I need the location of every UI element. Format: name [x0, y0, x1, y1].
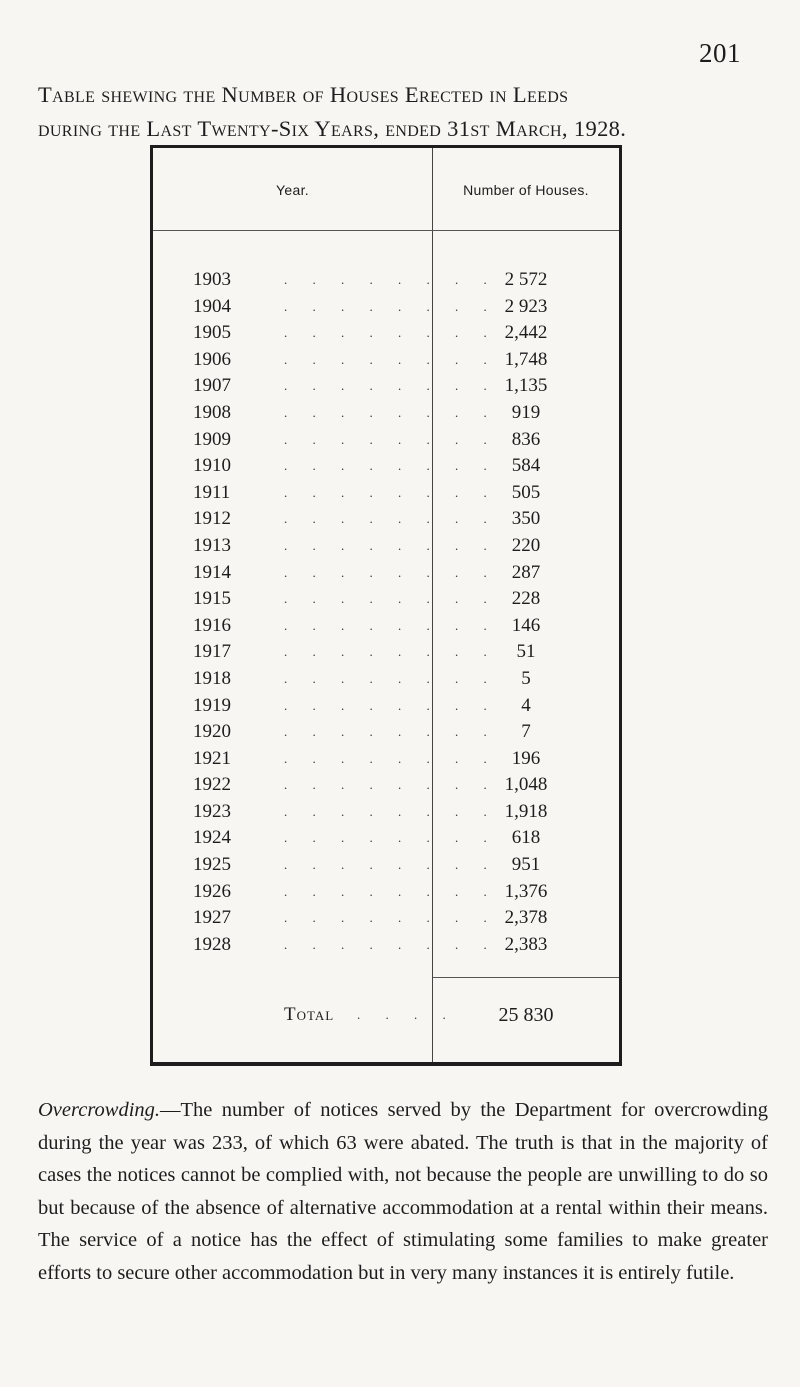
cell-number-of-houses: 5 — [521, 667, 531, 689]
cell-number-of-houses: 1,918 — [504, 800, 548, 822]
header-year: Year. — [276, 182, 309, 198]
cell-year: 1921 — [193, 747, 231, 769]
cell-number-of-houses: 51 — [516, 641, 536, 663]
leader-dots: . . . . . . . . — [284, 724, 489, 740]
leader-dots: . . . . — [357, 1007, 448, 1022]
leader-dots: . . . . . . . . — [284, 298, 489, 314]
cell-year: 1903 — [193, 269, 231, 290]
cell-number-of-houses: 505 — [511, 481, 541, 503]
table-title-line-2: during the Last Twenty-Six Years, ended 31st March, 1928. — [38, 116, 627, 141]
cell-year: 1907 — [193, 375, 231, 397]
leader-dots: . . . . . . . . — [284, 537, 489, 553]
table-row — [153, 746, 619, 773]
cell-year: 1910 — [193, 455, 231, 477]
cell-number-of-houses: 836 — [511, 428, 541, 450]
leader-dots: . . . . . . . . — [284, 617, 489, 633]
cell-year: 1915 — [193, 588, 231, 610]
cell-year: 1911 — [193, 481, 231, 503]
leader-dots: . . . . . . . . — [284, 750, 489, 766]
cell-year: 1913 — [193, 534, 231, 556]
page-number: 201 — [699, 38, 741, 68]
paragraph-lead: Overcrowding. — [38, 1099, 161, 1121]
table-row — [153, 693, 619, 720]
table-row — [153, 453, 619, 480]
table-row — [153, 932, 619, 959]
leader-dots: . . . . . . . . — [284, 351, 489, 367]
table-row — [153, 267, 619, 294]
leader-dots: . . . . . . . . — [284, 936, 489, 952]
overcrowding-paragraph — [38, 1094, 768, 1289]
table-row — [153, 879, 619, 906]
table-row — [153, 320, 619, 347]
leader-dots: . . . . . . . . — [284, 697, 489, 713]
leader-dots: . . . . . . . . — [284, 857, 489, 873]
cell-year: 1908 — [193, 401, 231, 423]
cell-year: 1914 — [193, 561, 231, 583]
table-row — [153, 905, 619, 932]
cell-number-of-houses: 350 — [511, 508, 541, 530]
leader-dots: . . . . . . . . — [284, 910, 489, 926]
cell-year: 1924 — [193, 827, 231, 849]
cell-number-of-houses: 228 — [511, 588, 541, 610]
cell-year: 1923 — [193, 800, 231, 822]
table-row — [153, 560, 619, 587]
cell-year: 1926 — [193, 880, 231, 902]
cell-number-of-houses: 951 — [511, 854, 541, 876]
cell-number-of-houses: 146 — [511, 614, 541, 636]
table-row — [153, 639, 619, 666]
leader-dots: . . . . . . . . — [284, 431, 489, 447]
total-row — [153, 1000, 619, 1030]
cell-number-of-houses: 4 — [521, 694, 531, 716]
leader-dots: . . . . . . . . — [284, 830, 489, 846]
cell-number-of-houses: 196 — [511, 747, 541, 769]
cell-number-of-houses: 2,442 — [504, 322, 548, 344]
table-row — [153, 373, 619, 400]
cell-year: 1919 — [193, 694, 231, 716]
cell-year: 1905 — [193, 322, 231, 344]
cell-number-of-houses: 1,376 — [504, 880, 548, 902]
table-row — [153, 772, 619, 799]
cell-number-of-houses: 2 923 — [504, 295, 548, 317]
table-row — [153, 347, 619, 374]
leader-dots: . . . . . . . . — [284, 591, 489, 607]
table-row — [153, 400, 619, 427]
leader-dots: . . . . . . . . — [284, 803, 489, 819]
table-row — [153, 799, 619, 826]
cell-number-of-houses: 287 — [511, 561, 541, 583]
cell-number-of-houses: 2,383 — [504, 933, 548, 955]
total-value: 25 830 — [498, 1004, 554, 1026]
cell-number-of-houses: 2 572 — [504, 269, 548, 290]
leader-dots: . . . . . . . . — [284, 325, 489, 341]
cell-number-of-houses: 618 — [511, 827, 541, 849]
leader-dots: . . . . . . . . — [284, 458, 489, 474]
table-row — [153, 825, 619, 852]
cell-year: 1918 — [193, 667, 231, 689]
table-body — [153, 267, 619, 958]
header-number-of-houses: Number of Houses. — [463, 182, 589, 198]
leader-dots: . . . . . . . . — [284, 378, 489, 394]
leader-dots: . . . . . . . . — [284, 484, 489, 500]
table-title-line-1: Table shewing the Number of Houses Erected in Leeds — [38, 82, 569, 107]
table-row — [153, 427, 619, 454]
cell-number-of-houses: 1,135 — [504, 375, 548, 397]
leader-dots: . . . . . . . . — [284, 404, 489, 420]
cell-year: 1906 — [193, 348, 231, 370]
paragraph-body: —The number of notices served by the Department for overcrowding during the year was 233, of which 63 were abated. The truth is that in the majority of cases the notices cannot be complied with, not because the people are unwilling to do so but because of the absence of alternative accommodation at a rental within their means. The service of a notice has the effect of stimulating some families to make greater efforts to secure other accommodation but in very many instances it is entirely futile. — [38, 1099, 768, 1284]
table-row — [153, 533, 619, 560]
leader-dots: . . . . . . . . — [284, 670, 489, 686]
leader-dots: . . . . . . . . — [284, 511, 489, 527]
cell-number-of-houses: 2,378 — [504, 907, 548, 929]
houses-erected-table — [150, 145, 622, 1066]
table-row — [153, 613, 619, 640]
header-rule — [153, 230, 619, 231]
cell-year: 1912 — [193, 508, 231, 530]
table-row — [153, 506, 619, 533]
cell-number-of-houses: 1,748 — [504, 348, 548, 370]
table-row — [153, 852, 619, 879]
cell-number-of-houses: 7 — [521, 721, 531, 743]
leader-dots: . . . . . . . . — [284, 883, 489, 899]
table-row — [153, 586, 619, 613]
total-rule — [433, 977, 619, 978]
cell-year: 1928 — [193, 933, 231, 955]
cell-year: 1916 — [193, 614, 231, 636]
cell-year: 1927 — [193, 907, 231, 929]
leader-dots: . . . . . . . . — [284, 644, 489, 660]
cell-number-of-houses: 584 — [511, 455, 541, 477]
table-row — [153, 480, 619, 507]
leader-dots: . . . . . . . . — [284, 777, 489, 793]
table-row — [153, 666, 619, 693]
table-row — [153, 719, 619, 746]
cell-year: 1920 — [193, 721, 231, 743]
leader-dots: . . . . . . . . — [284, 564, 489, 580]
total-label: Total — [284, 1004, 335, 1025]
cell-year: 1909 — [193, 428, 231, 450]
cell-year: 1917 — [193, 641, 231, 663]
cell-number-of-houses: 919 — [511, 401, 541, 423]
leader-dots: . . . . . . . . — [284, 272, 489, 287]
table-row — [153, 294, 619, 321]
cell-year: 1922 — [193, 774, 231, 796]
cell-year: 1925 — [193, 854, 231, 876]
table-title — [38, 78, 768, 146]
cell-number-of-houses: 220 — [511, 534, 541, 556]
cell-year: 1904 — [193, 295, 231, 317]
cell-number-of-houses: 1,048 — [504, 774, 548, 796]
